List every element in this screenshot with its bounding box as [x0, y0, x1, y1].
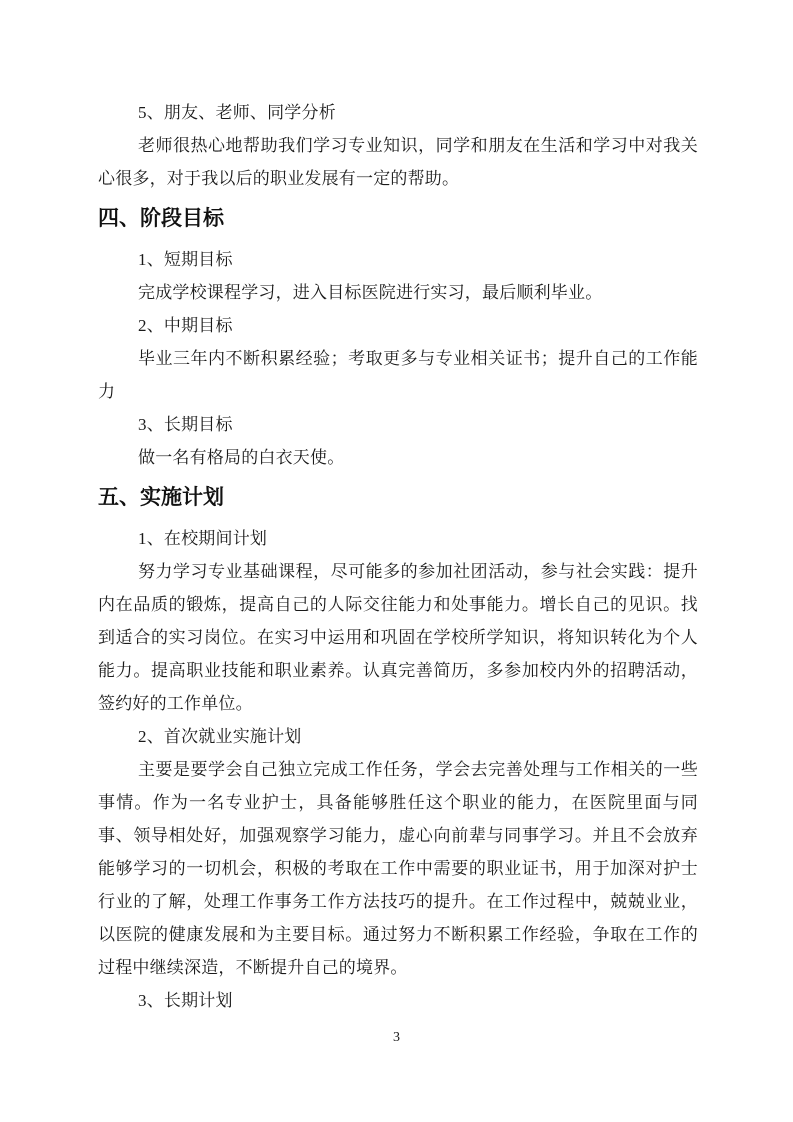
list-item-2-first-employment-plan: 2、首次就业实施计划 — [138, 727, 302, 746]
heading-section-5-implementation-plan: 五、实施计划 — [98, 486, 224, 509]
list-item-2-mid-term-goal: 2、中期目标 — [138, 316, 233, 335]
paragraph-first-employment-plan: 主要是要学会自己独立完成工作任务，学会去完善处理与工作相关的一些事情。作为一名专业护士，具备能够胜任这个职业的能力，在医院里面与同事、领导相处好，加强观察学习能力，虚心向前辈与同事学习。并且不会放弃能够学习的一切机会，积极的考取在工作中需要的职业证书，用于加深对护士行业的了解，处理工作事务工作方法技巧的提升。在工作过程中，兢兢业业，以医院的健康发展和为主要目标。通过努力不断积累工作经验，争取在工作的过程中继续深造，不断提升自己的境界。 — [98, 760, 698, 977]
document-content — [98, 96, 698, 1017]
paragraph-mid-term-goal: 毕业三年内不断积累经验；考取更多与专业相关证书；提升自己的工作能力 — [98, 349, 698, 401]
list-item-1-school-period-plan: 1、在校期间计划 — [138, 529, 268, 548]
paragraph-school-period-plan: 努力学习专业基础课程，尽可能多的参加社团活动，参与社会实践：提升内在品质的锻炼，提高自己的人际交往能力和处事能力。增长自己的见识。找到适合的实习岗位。在实习中运用和巩固在学校所学知识，将知识转化为个人能力。提高职业技能和职业素养。认真完善简历，多参加校内外的招聘活动，签约好的工作单位。 — [98, 562, 698, 713]
paragraph-friends-analysis: 老师很热心地帮助我们学习专业知识，同学和朋友在生活和学习中对我关心很多，对于我以后的职业发展有一定的帮助。 — [98, 136, 698, 188]
list-item-1-short-term-goal: 1、短期目标 — [138, 250, 233, 269]
list-item-3-long-term-goal: 3、长期目标 — [138, 415, 233, 434]
list-item-3-long-term-plan: 3、长期计划 — [138, 991, 233, 1010]
list-item-5-friends-teachers-classmates: 5、朋友、老师、同学分析 — [138, 103, 336, 122]
paragraph-long-term-goal: 做一名有格局的白衣天使。 — [138, 448, 345, 467]
paragraph-short-term-goal: 完成学校课程学习，进入目标医院进行实习，最后顺利毕业。 — [138, 283, 603, 302]
heading-section-4-stage-goals: 四、阶段目标 — [98, 207, 224, 230]
page-number: 3 — [393, 1030, 400, 1045]
